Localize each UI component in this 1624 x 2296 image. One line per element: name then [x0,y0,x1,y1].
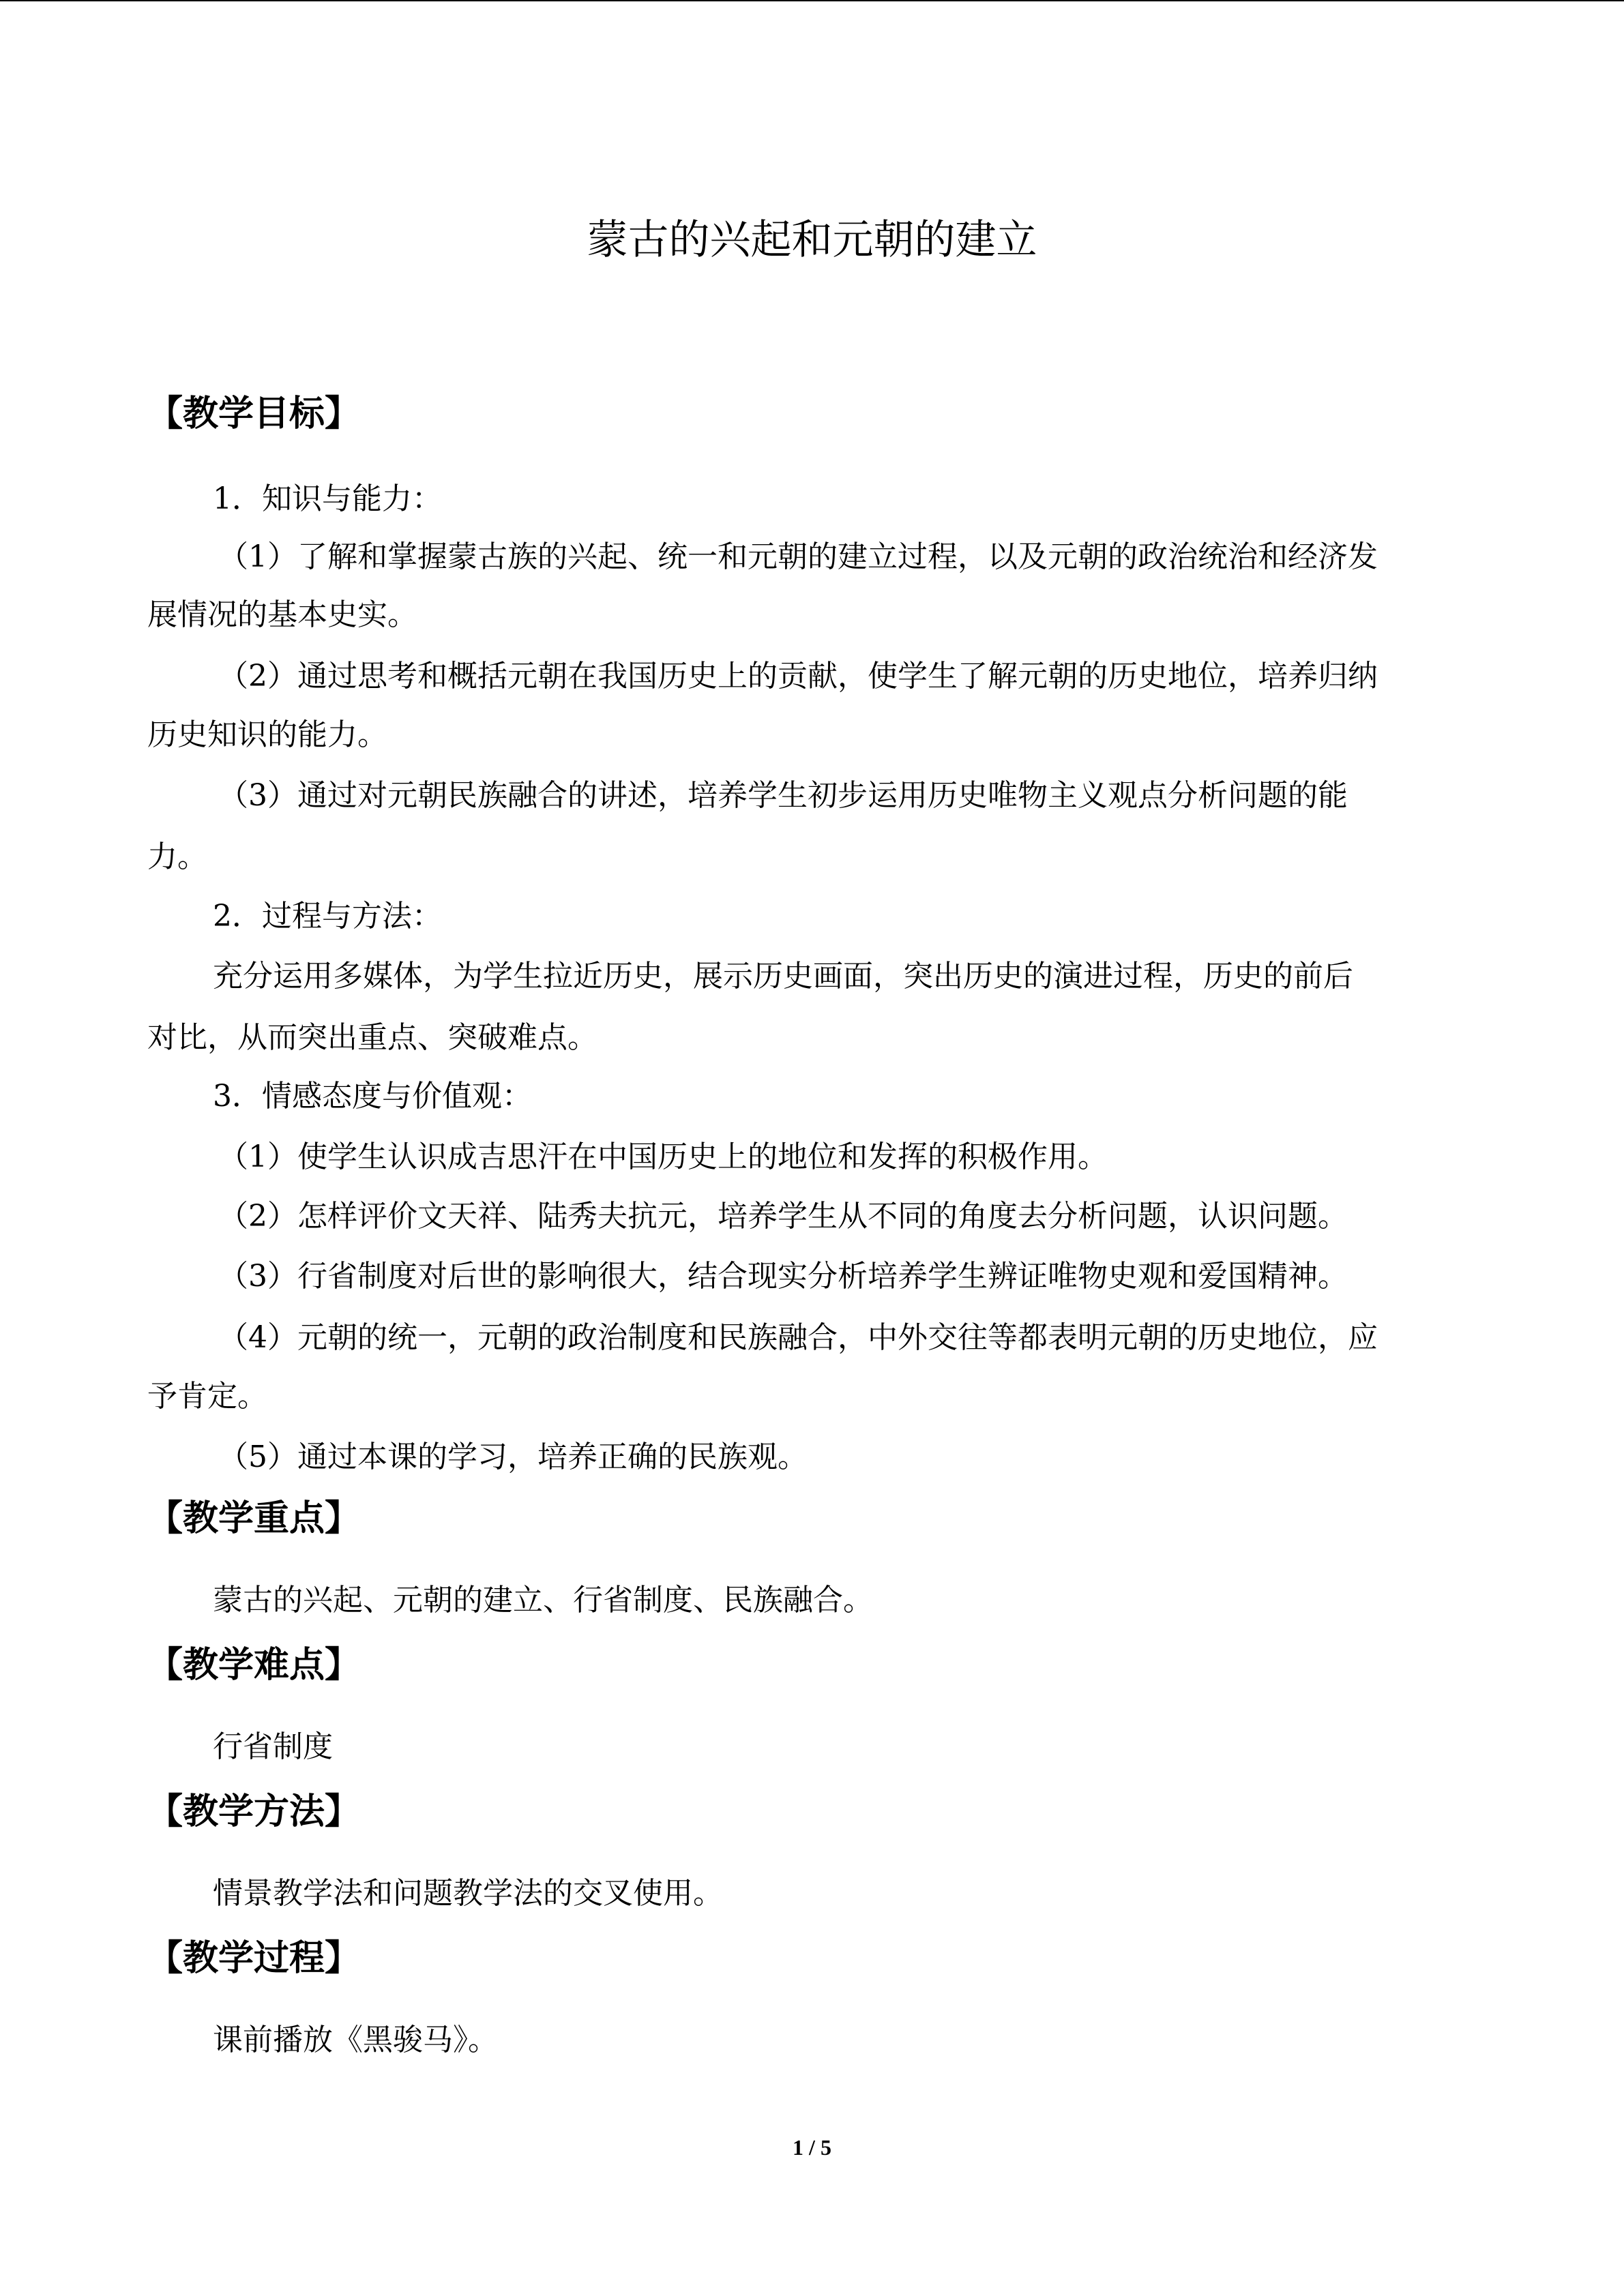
objective-line: 对比，从而突出重点、突破难点。 [147,1020,597,1055]
methods-text: 情景教学法和问题教学法的交叉使用。 [213,1876,723,1911]
process-text: 课前播放《黑骏马》。 [213,2023,498,2057]
objective-line: 力。 [147,839,207,874]
section-heading-key-points: 【教学重点】 [147,1497,361,1539]
objective-line: （3）通过对元朝民族融合的讲述，培养学生初步运用历史唯物主义观点分析问题的能 [218,778,1348,813]
section-heading-process: 【教学过程】 [147,1937,361,1979]
key-points-text: 蒙古的兴起、元朝的建立、行省制度、民族融合。 [213,1583,873,1617]
objective-line: 3．情感态度与价值观： [213,1079,532,1114]
objective-line: 1．知识与能力： [213,481,442,516]
objective-line: 展情况的基本史实。 [147,597,417,632]
objective-line: （1）使学生认识成吉思汗在中国历史上的地位和发挥的积极作用。 [218,1139,1108,1174]
section-heading-objectives: 【教学目标】 [147,393,361,434]
objective-line: 充分运用多媒体，为学生拉近历史，展示历史画面，突出历史的演进过程，历史的前后 [213,959,1353,994]
difficulties-text: 行省制度 [213,1729,333,1764]
objective-line: （4）元朝的统一，元朝的政治制度和民族融合，中外交往等都表明元朝的历史地位，应 [218,1320,1378,1355]
objective-line: 历史知识的能力。 [147,717,387,752]
objective-line: 2．过程与方法： [213,899,442,934]
page-title: 蒙古的兴起和元朝的建立 [587,216,1037,264]
objective-line: （1）了解和掌握蒙古族的兴起、统一和元朝的建立过程，以及元朝的政治统治和经济发 [218,539,1378,574]
section-heading-methods: 【教学方法】 [147,1791,361,1832]
objective-line: （2）通过思考和概括元朝在我国历史上的贡献，使学生了解元朝的历史地位，培养归纳 [218,659,1378,694]
section-heading-difficulties: 【教学难点】 [147,1644,361,1686]
objective-line: （5）通过本课的学习，培养正确的民族观。 [218,1440,808,1474]
objective-line: （3）行省制度对后世的影响很大，结合现实分析培养学生辨证唯物史观和爱国精神。 [218,1259,1348,1294]
objective-line: 予肯定。 [147,1379,267,1414]
page-number: 1 / 5 [793,2135,831,2160]
objective-line: （2）怎样评价文天祥、陆秀夫抗元，培养学生从不同的角度去分析问题，认识问题。 [218,1199,1348,1234]
